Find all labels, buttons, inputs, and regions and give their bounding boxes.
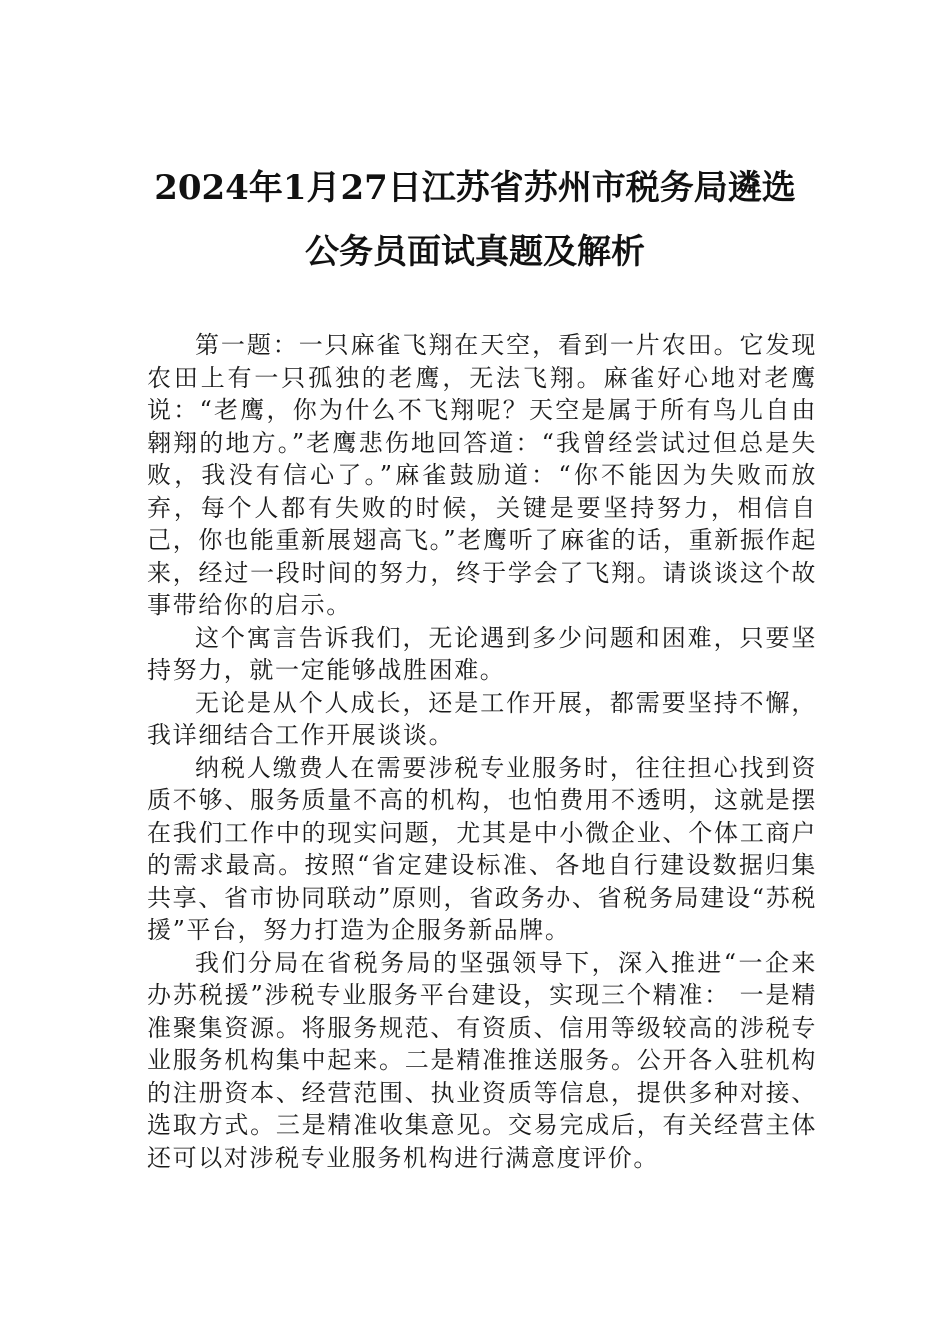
paragraph-transition: 无论是从个人成长，还是工作开展，都需要坚持不懈，我详细结合工作开展谈谈。 <box>147 688 817 749</box>
document-title-line-1: 2024年1月27日江苏省苏州市税务局遴选 <box>154 168 796 208</box>
document-title-line-2: 公务员面试真题及解析 <box>305 232 645 272</box>
document-body <box>147 329 817 1174</box>
paragraph-problem: 纳税人缴费人在需要涉税专业服务时，往往担心找到资质不够、服务质量不高的机构，也怕费用不透明，这就是摆在我们工作中的现实问题，尤其是中小微企业、个体工商户的需求最高。按照“省定建设标准、各地自行建设数据归集共享、省市协同联动”原则，省政务办、省税务局建设“苏税援”平台，努力打造为企服务新品牌。 <box>147 753 817 944</box>
paragraph-question: 第一题：一只麻雀飞翔在天空，看到一片农田。它发现农田上有一只孤独的老鹰，无法飞翔。麻雀好心地对老鹰说：“老鹰，你为什么不飞翔呢？天空是属于所有鸟儿自由翱翔的地方。”老鹰悲伤地回答道：“我曾经尝试过但总是失败，我没有信心了。”麻雀鼓励道：“你不能因为失败而放弃，每个人都有失败的时候，关键是要坚持努力，相信自己，你也能重新展翅高飞。”老鹰听了麻雀的话，重新振作起来，经过一段时间的努力，终于学会了飞翔。请谈谈这个故事带给你的启示。 <box>147 331 817 619</box>
paragraph-lesson: 这个寓言告诉我们，无论遇到多少问题和困难，只要坚持努力，就一定能够战胜困难。 <box>147 623 817 684</box>
paragraph-practice: 我们分局在省税务局的坚强领导下，深入推进“一企来办苏税援”涉税专业服务平台建设，实现三个精准： 一是精准聚集资源。将服务规范、有资质、信用等级较高的涉税专业服务机构集中起来。二是精准推送服务。公开各入驻机构的注册资本、经营范围、执业资质等信息，提供多种对接、选取方式。三是精准收集意见。交易完成后，有关经营主体还可以对涉税专业服务机构进行满意度评价。 <box>147 948 817 1172</box>
